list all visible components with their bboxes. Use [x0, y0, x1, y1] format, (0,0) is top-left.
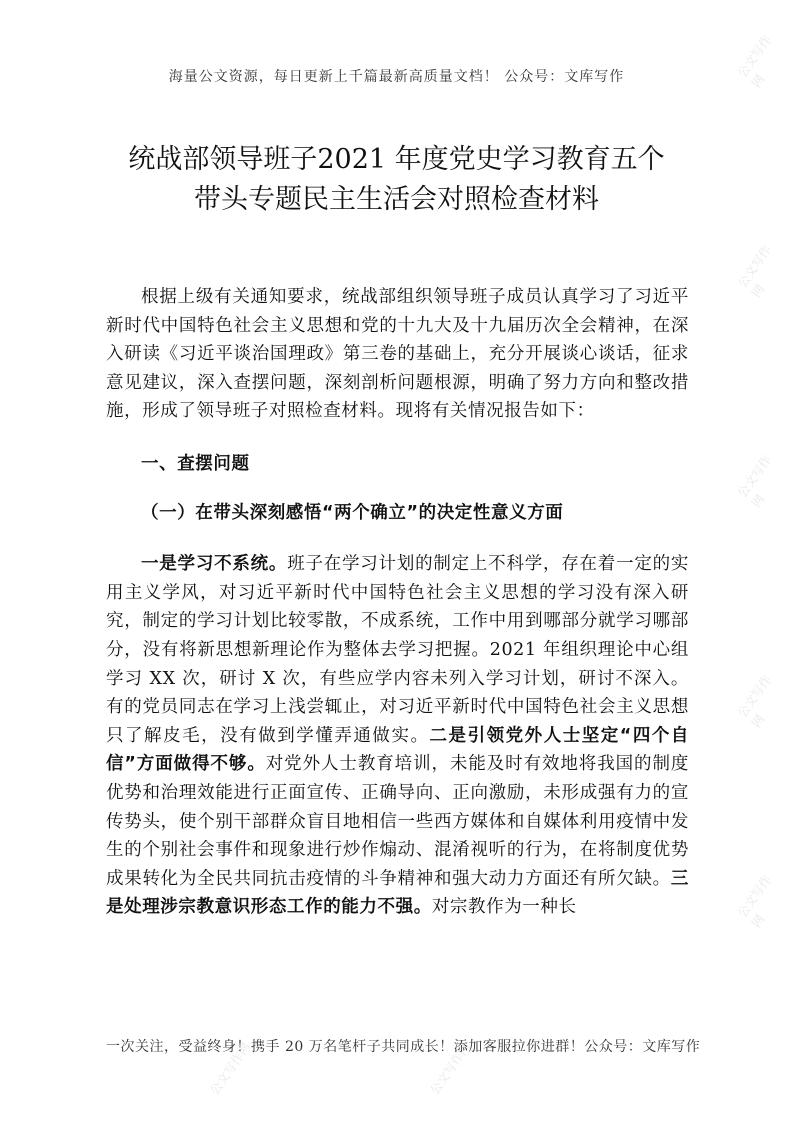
document-title [60, 140, 733, 220]
point-2-heading: 二是引领党外人士坚定“四个自信”方面做得不够。 [106, 725, 690, 775]
subsection-heading: （一）在带头深刻感悟“两个确立”的决定性意义方面 [141, 502, 564, 523]
section-heading: 一、查摆问题 [141, 453, 250, 474]
title-line-2: 带头专题民主生活会对照检查材料 [194, 184, 599, 215]
document-body [106, 283, 689, 922]
point-1-text: 班子在学习计划的制定上不科学，存在着一定的实用主义学风，对习近平新时代中国特色社会主义思想的学习没有深入研究，制定的学习计划比较零散，不成系统，工作中用到哪部分就学习哪部分，没有将新思想新理论作为整体去学习把握。2021 年组织理论中心组学习 XX 次，研讨 X 次，有些应学内容未列入学习计划，研讨不深入。有的党员同志在学习上浅尝辄止，对习近平新时代中国特色社会主义思想只了解皮毛，没有做到学懂弄通做实。 [106, 554, 689, 746]
title-line-1: 统战部领导班子2021 年度党史学习教育五个 [128, 144, 665, 175]
point-2-text: 对党外人士教育培训，未能及时有效地将我国的制度优势和治理效能进行正面宣传、正确导向、正向激励，未形成强有力的宣传势头，使个别干部群众盲目地相信一些西方媒体和自媒体利用疫情中发生的个别社会事件和现象进行炒作煽动、混淆视听的行为，在将制度优势成果转化为全民共同抗击疫情的斗争精神和强大动力方面还有所欠缺。 [106, 754, 689, 889]
watermark: 公文写作网 [735, 242, 775, 300]
point-3-text: 对宗教作为一种长 [431, 897, 577, 918]
footer-promo-note: 一次关注，受益终身！携手 20 万名笔杆子共同成长！添加客服拉你进群！公众号：文库写作 [106, 1039, 701, 1055]
intro-paragraph: 根据上级有关通知要求，统战部组织领导班子成员认真学习了习近平新时代中国特色社会主义思想和党的十九大及十九届历次全会精神，在深入研读《习近平谈治国理政》第三卷的基础上，充分开展谈心谈话，征求意见建议，深入查摆问题，深刻剖析问题根源，明确了努力方向和整改措施，形成了领导班子对照检查材料。现将有关情况报告如下： [106, 287, 689, 422]
watermark: 公文写作网 [735, 32, 775, 90]
watermark: 公文写作网 [427, 1040, 474, 1098]
watermark: 公文写作网 [207, 1040, 254, 1098]
watermark: 公文写作网 [735, 452, 775, 510]
watermark: 公文写作网 [735, 872, 775, 930]
header-promo-note: 海量公文资源，每日更新上千篇最新高质量文档！ 公众号：文库写作 [168, 69, 625, 85]
point-1-heading: 一是学习不系统。 [141, 554, 288, 575]
point-3-heading: 三是处理涉宗教意识形态工作的能力不强。 [106, 868, 689, 918]
body-paragraph [106, 550, 689, 922]
watermark: 公文写作网 [735, 672, 775, 730]
